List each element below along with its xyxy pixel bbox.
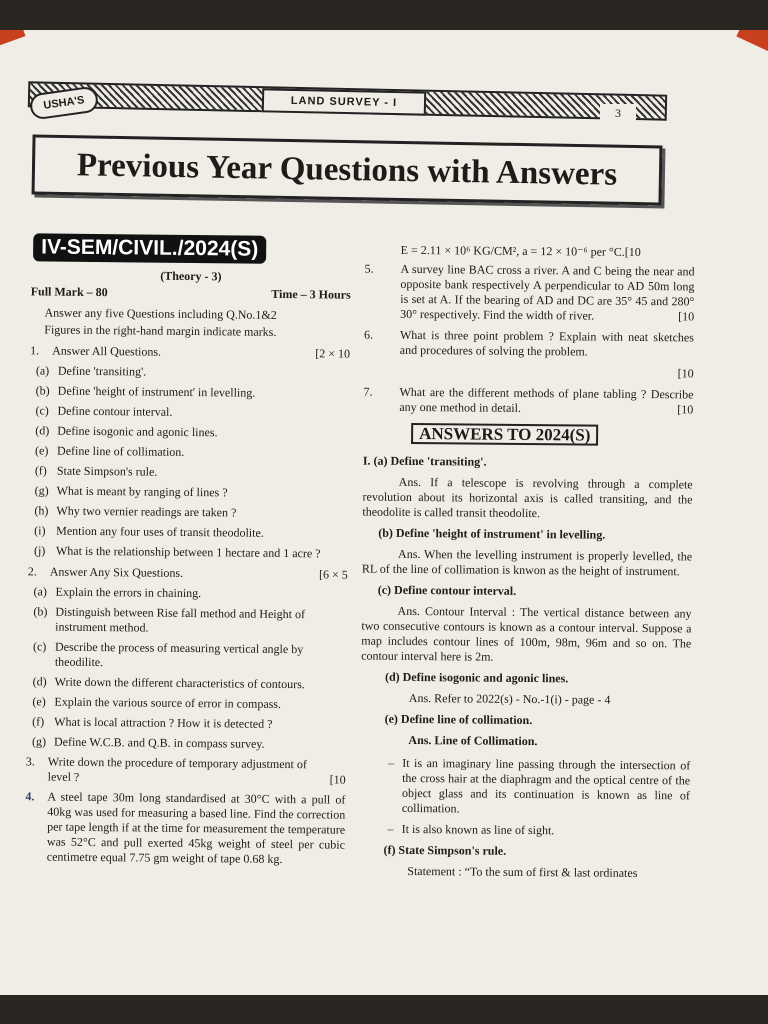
list-item (32, 714, 346, 732)
item-label: (d) (32, 674, 47, 689)
answer-e-subheading: Ans. Line of Collimation. (408, 732, 538, 749)
subject-label: LAND SURVEY - I (262, 88, 426, 115)
question-5 (364, 262, 695, 325)
item-text: Define line of collimation. (56, 443, 185, 459)
dash-bullet: – (387, 821, 394, 836)
question-1 (30, 343, 350, 361)
list-item (34, 523, 348, 541)
answers-heading: ANSWERS TO 2024(S) (411, 423, 598, 446)
answer-d-body: Ans. Refer to 2022(s) - No.-1(i) - page - 4 (408, 690, 611, 707)
item-label: (e) (34, 443, 49, 458)
item-label: (c) (35, 403, 49, 418)
page-number: 3 (600, 104, 636, 122)
instruction-2: Figures in the right-hand margin indicate marks. (44, 322, 277, 339)
item-label: (b) (33, 604, 48, 619)
answer-d-heading: (d) Define isogonic and agonic lines. (384, 669, 569, 686)
item-label: (b) (35, 383, 50, 398)
item-text: It is an imaginary line passing through the intersection of the cross hair at the diaphragm and the optical centre of the object glass and its continuation is known as line of collimation. (401, 755, 691, 816)
list-item (33, 604, 347, 637)
answer-c-body: Ans. Contour Interval : The vertical distance between any two consecutive contours is known as a contour interval. Suppose a map includes contour lines of 100m, 98m, 96m and so on. The contour interval here is 2m. (361, 603, 692, 664)
item-text: Explain the various source of error in compass. (54, 694, 282, 711)
item-label: (f) (34, 463, 47, 478)
item-label: (g) (31, 734, 47, 749)
question-number: 2. (27, 564, 37, 579)
publisher-logo: USHA'S (29, 85, 100, 120)
item-text: Define 'height of instrument' in levelling. (57, 383, 256, 400)
item-text: Distinguish between Rise fall method and Height of instrument method. (55, 604, 306, 635)
list-item (388, 756, 691, 819)
question-text: A survey line BAC cross a river. A and C being the near and opposite bank respectively A perpendicular to AD 50m long is set at A. If the bearing of AD and DC are 35° 45 and 280° 30° respectively. Find the width of river. (400, 261, 695, 323)
question-marks: [10 (678, 309, 695, 324)
page-title: Previous Year Questions with Answers (32, 135, 663, 206)
item-text: Explain the errors in chaining. (55, 584, 202, 601)
question-text: Answer All Questions. (52, 343, 162, 359)
question-3 (26, 754, 346, 787)
item-label: (a) (35, 363, 50, 378)
item-label: (d) (35, 423, 50, 438)
answer-c-heading: (c) Define contour interval. (377, 582, 517, 598)
item-label: (c) (32, 639, 47, 654)
question-number: 5. (364, 261, 374, 276)
exam-banner: IV-SEM/CIVIL./2024(S) (33, 233, 266, 263)
item-text: What is meant by ranging of lines ? (56, 483, 228, 500)
question-4 (25, 789, 346, 867)
question-number: 4. (25, 789, 35, 804)
document-page (0, 30, 768, 995)
item-label: (e) (32, 694, 46, 709)
list-item (35, 463, 349, 481)
question-text: Write down the procedure of temporary adjustment of level ? (47, 754, 307, 784)
item-text: Why two vernier readings are taken ? (56, 503, 237, 520)
answer-a-heading: I. (a) Define 'transiting'. (362, 453, 487, 469)
question-marks: [6 × 5 (318, 567, 348, 582)
question-6 (364, 328, 694, 361)
item-text: Define contour interval. (57, 403, 173, 419)
question-number: 6. (363, 327, 374, 342)
item-text: What is the relationship between 1 hectare and 1 acre ? (55, 543, 321, 561)
question-marks: [10 (677, 366, 694, 381)
item-text: Define W.C.B. and Q.B. in compass survey. (53, 734, 265, 751)
answer-f-heading: (f) State Simpson's rule. (383, 842, 507, 858)
item-label: (h) (34, 503, 49, 518)
list-item (35, 443, 349, 461)
item-text: Define 'transiting'. (57, 363, 147, 379)
list-item (36, 363, 350, 381)
list-item (34, 543, 348, 561)
question-marks: [2 × 10 (315, 346, 351, 361)
list-item (35, 403, 349, 421)
item-text: Write down the different characteristics of contours. (54, 674, 305, 692)
item-text: Describe the process of measuring vertical angle by theodilite. (54, 639, 304, 670)
item-label: (a) (33, 584, 47, 599)
item-text: It is also known as line of sight. (401, 821, 555, 838)
instruction-1: Answer any five Questions including Q.No.1&2 (44, 305, 277, 322)
item-text: What is local attraction ? How it is detected ? (54, 714, 273, 731)
theory-label: (Theory - 3) (160, 268, 222, 284)
list-item (35, 483, 349, 501)
answer-b-heading: (b) Define 'height of instrument' in levelling. (378, 525, 606, 542)
time-allowed: Time – 3 Hours (271, 286, 351, 302)
item-text: State Simpson's rule. (56, 463, 158, 479)
question-text: What is three point problem ? Explain with neat sketches and procedures of solving the problem. (399, 327, 695, 359)
list-item (32, 694, 346, 712)
question-2 (28, 564, 348, 582)
list-item (388, 822, 690, 840)
left-column (25, 233, 352, 872)
list-item (34, 584, 348, 602)
answer-e-heading: (e) Define line of collimation. (384, 711, 533, 728)
answer-b-body: Ans. When the levelling instrument is properly levelled, the RL of the line of collimation is knwon as the height of instrument. (361, 546, 693, 579)
list-item (36, 383, 350, 401)
dash-bullet: – (388, 755, 395, 770)
question-text: Answer Any Six Questions. (49, 564, 184, 580)
answer-a-body: Ans. If a telescope is revolving through a complete revolution about its horizontal axis is called transiting, and the theodolite is called transit theodolite. (362, 474, 693, 521)
question-marks: [10 (329, 772, 346, 787)
answer-f-body: Statement : “To the sum of first & last ordinates (407, 863, 638, 880)
list-item (33, 674, 347, 692)
item-label: (i) (34, 523, 46, 538)
item-label: (j) (33, 543, 46, 558)
question-marks: [10 (677, 402, 694, 417)
list-item (33, 639, 347, 672)
item-label: (f) (32, 714, 45, 729)
torn-corner-left (0, 30, 26, 50)
question-number: 7. (363, 384, 373, 399)
right-column (359, 243, 695, 882)
item-label: (g) (34, 483, 49, 498)
list-item (35, 423, 349, 441)
list-item (34, 503, 348, 521)
constants-line: E = 2.11 × 10⁶ KG/CM², a = 12 × 10⁻⁶ per °C.[10 (400, 242, 641, 259)
question-text: A steel tape 30m long standardised at 30°C with a pull of 40kg was used for measuring a based line. Find the correction per tape length if at the time for measurement the temperature was 52°C and pull exerted 45kg weight of steel per cubic centimetre equal 7.75 gm weight of tape 0.68 kg. (46, 789, 346, 867)
question-number: 1. (30, 343, 40, 358)
item-text: Mention any four uses of transit theodolite. (56, 523, 264, 540)
question-number: 3. (25, 754, 35, 769)
torn-corner-right (736, 30, 768, 53)
item-text: Define isogonic and agonic lines. (57, 423, 218, 440)
question-text: What are the different methods of plane tabling ? Describe any one method in detail. (399, 384, 694, 415)
list-item (32, 734, 346, 752)
mark-time-row (31, 284, 351, 302)
full-mark: Full Mark – 80 (30, 284, 108, 300)
question-7 (363, 385, 693, 418)
